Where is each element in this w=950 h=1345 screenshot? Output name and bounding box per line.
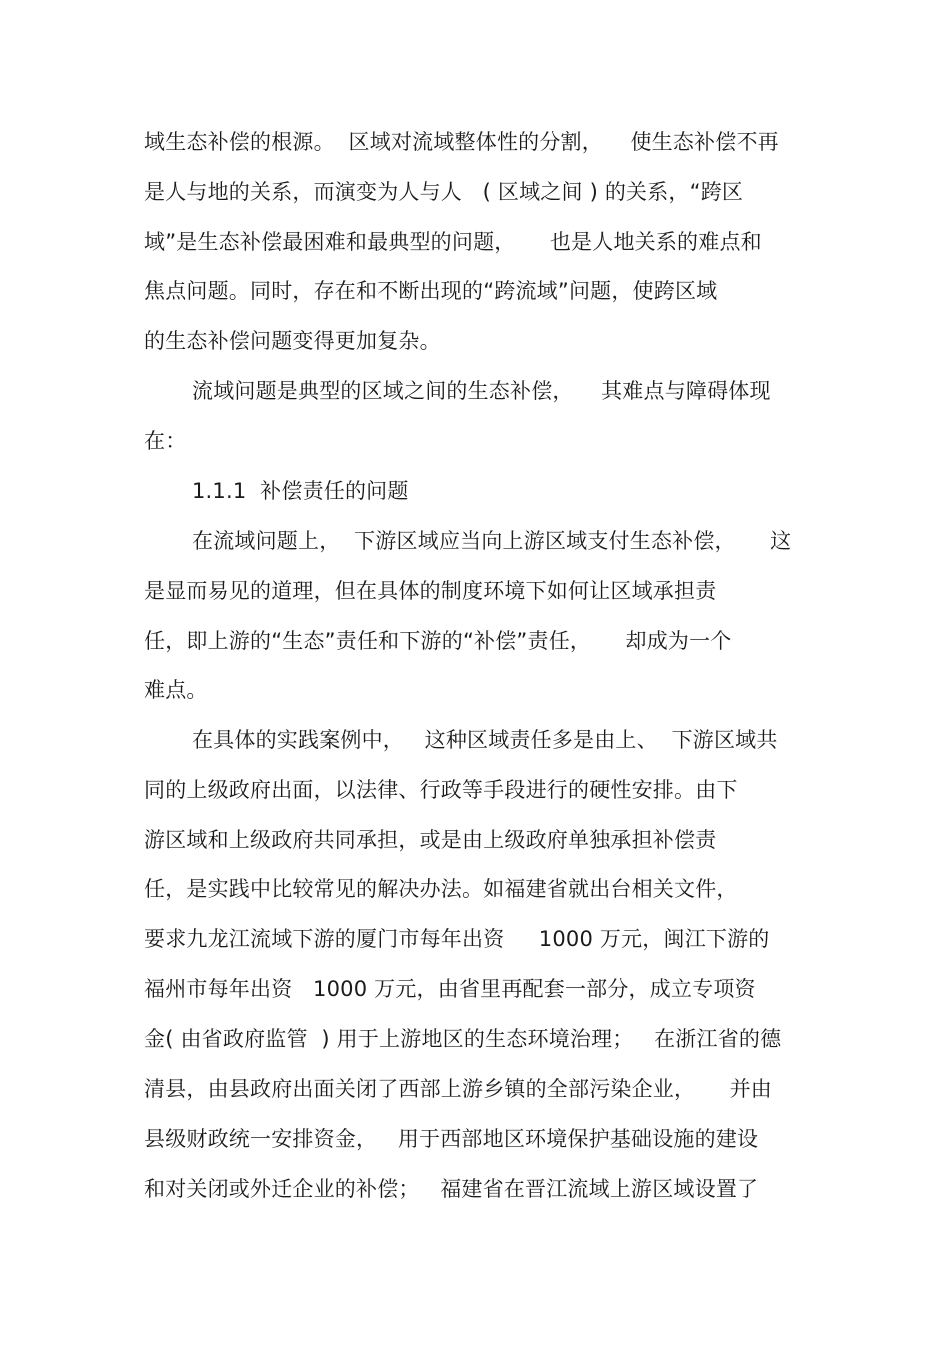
text-line: 焦点问题。同时，存在和不断出现的“跨流域”问题，使跨区域 [144,279,718,303]
text-line: 要求九龙江流域下游的厦门市每年出资 1000 万元，闽江下游的 [144,927,770,951]
text-line: 清县，由县政府出面关闭了西部上游乡镇的全部污染企业， 并由 [144,1077,772,1101]
text-line: 是显而易见的道理，但在具体的制度环境下如何让区域承担责 [144,579,717,603]
text-line: 在具体的实践案例中， 这种区域责任多是由上、 下游区域共 [192,728,778,752]
text-line: 域生态补偿的根源。 区域对流域整体性的分割， 使生态补偿不再 [144,130,779,154]
text-line: 金( 由省政府监管 ) 用于上游地区的生态环境治理； 在浙江省的德 [144,1027,782,1051]
text-line: 任，是实践中比较常见的解决办法。如福建省就出台相关文件， [144,877,738,901]
text-line: 流域问题是典型的区域之间的生态补偿， 其难点与障碍体现 [192,379,771,403]
text-line: 县级财政统一安排资金， 用于西部地区环境保护基础设施的建设 [144,1127,759,1151]
text-line: 的生态补偿问题变得更加复杂。 [144,329,441,353]
text-line: 难点。 [144,678,208,702]
text-line: 在： [144,429,187,453]
text-line: 在流域问题上， 下游区域应当向上游区域支付生态补偿， 这 [192,529,792,553]
text-line: 游区域和上级政府共同承担，或是由上级政府单独承担补偿责 [144,828,717,852]
text-line: 是人与地的关系，而演变为人与人 ( 区域之间 ) 的关系，“跨区 [144,180,744,204]
text-line: 福州市每年出资 1000 万元，由省里再配套一部分，成立专项资 [144,977,756,1001]
text-line: 和对关闭或外迁企业的补偿； 福建省在晋江流域上游区域设置了 [144,1177,759,1201]
section-heading: 1.1.1 补偿责任的问题 [192,479,409,503]
text-line: 任，即上游的“生态”责任和下游的“补偿”责任， 却成为一个 [144,629,732,653]
text-line: 域”是生态补偿最困难和最典型的问题， 也是人地关系的难点和 [144,230,762,254]
text-line: 同的上级政府出面，以法律、行政等手段进行的硬性安排。由下 [144,778,738,802]
